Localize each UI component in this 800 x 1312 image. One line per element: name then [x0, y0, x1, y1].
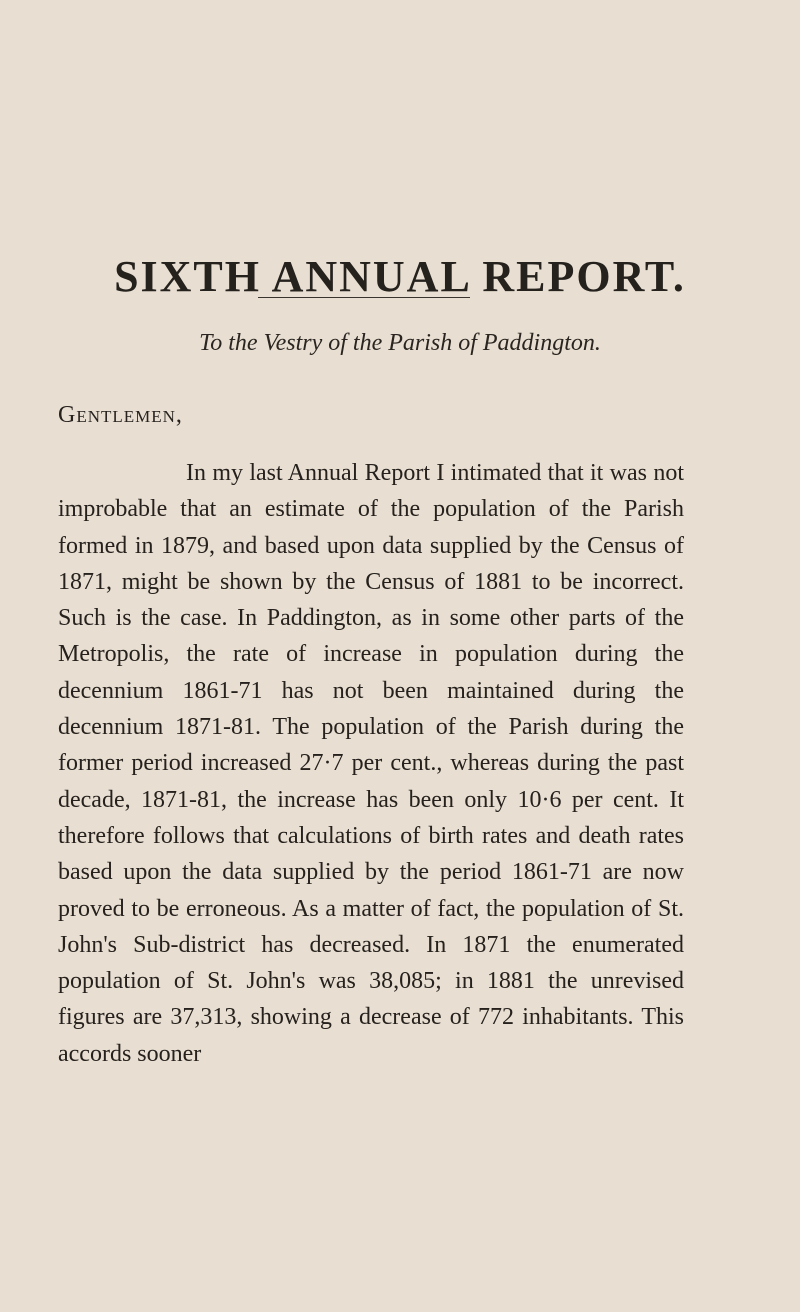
address-line: To the Vestry of the Parish of Paddington.	[199, 330, 601, 356]
salutation: Gentlemen,	[58, 402, 183, 428]
title-divider	[258, 297, 470, 298]
body-paragraph: In my last Annual Report I intimated that it was not improbable that an estimate of the population of the Parish formed in 1879, and based upon data supplied by the Census of 1871, might be shown by the Census of 1881 to be incorrect. Such is the case. In Paddington, as in some other parts of the Metropolis, the rate of increase in population during the decennium 1861-71 has not been maintained during the decennium 1871-81. The population of the Parish during the former period increased 27·7 per cent., whereas during the past decade, 1871-81, the increase has been only 10·6 per cent. It therefore follows that calculations of birth rates and death rates based upon the data supplied by the period 1861-71 are now proved to be erroneous. As a matter of fact, the population of St. John's Sub-district has decreased. In 1871 the enumerated population of St. John's was 38,085; in 1881 the unrevised figures are 37,313, showing a decrease of 772 inhabitants. This accords sooner	[58, 460, 684, 1067]
report-title: SIXTH ANNUAL REPORT.	[114, 252, 686, 302]
